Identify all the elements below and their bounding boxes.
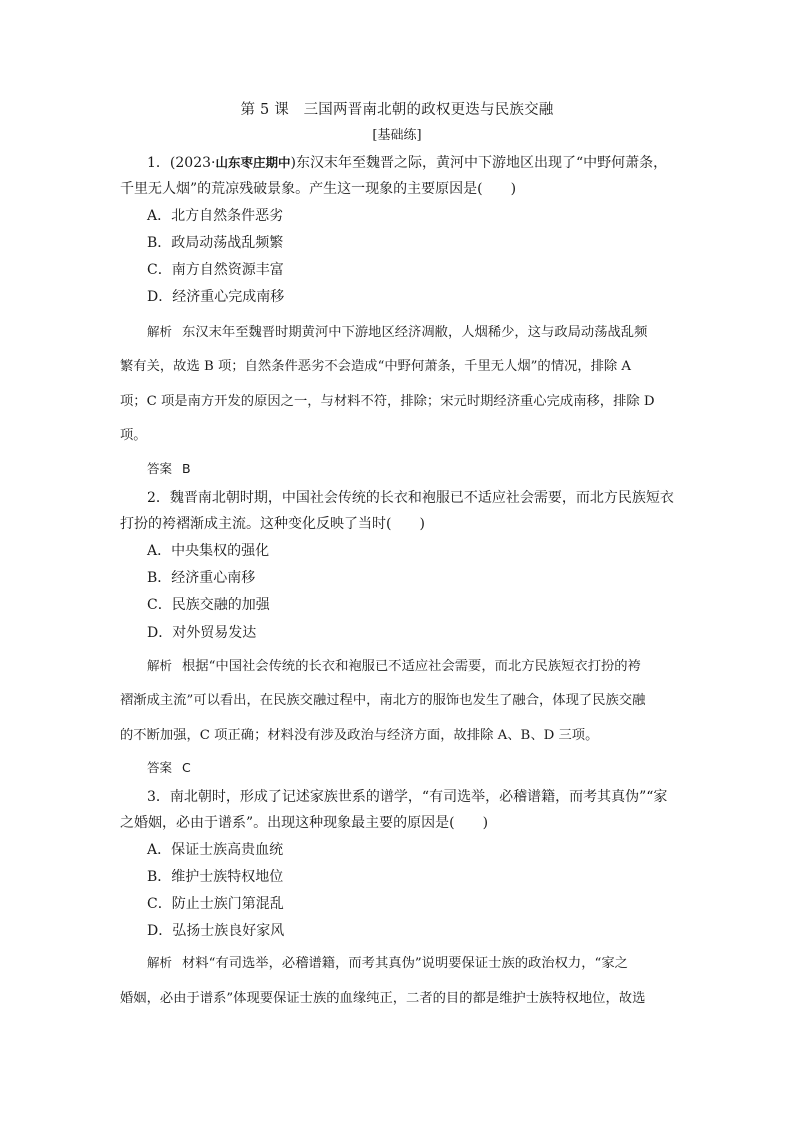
q1-answer	[147, 459, 191, 477]
question-stem: 魏晋南北朝时期，中国社会传统的长衣和袍服已不适应社会需要，而北方民族短衣	[169, 490, 674, 506]
question-source-pre: (2023·	[169, 155, 216, 171]
q2-option-c: C．民族交融的加强	[147, 597, 270, 613]
question-2-stem-line-2: 打扮的袴褶渐成主流。这种变化反映了当时( )	[120, 516, 425, 532]
q3-option-d: D．弘扬士族良好家风	[147, 923, 285, 939]
q2-option-a: A．中央集权的强化	[147, 543, 270, 559]
question-2-stem-line-1	[147, 487, 674, 507]
q1-option-c: C．南方自然资源丰富	[147, 262, 284, 278]
q2-analysis-line-3: 的不断加强，C 项正确；材料没有涉及政治与经济方面，故排除 A、B、D 三项。	[120, 728, 599, 743]
question-number: 1．	[147, 155, 170, 171]
question-stem: 南北朝时，形成了记述家族世系的谱学，“有司选举，必稽谱籍，而考其真伪”“家	[169, 789, 668, 805]
question-1-stem-line-1	[147, 152, 667, 172]
q1-analysis-line-3: 项；C 项是南方开发的原因之一，与材料不符，排除；宋元时期经济重心完成南移，排除 D	[120, 394, 655, 409]
question-number: 3．	[147, 789, 170, 805]
question-number: 2．	[147, 490, 170, 506]
question-3-stem-line-2: 之婚姻，必由于谱系”。出现这种现象最主要的原因是( )	[120, 815, 489, 831]
analysis-tag: 解析	[147, 658, 173, 673]
q2-option-b: B．经济重心南移	[147, 570, 256, 586]
q1-analysis-line-2: 繁有关，故选 B 项；自然条件恶劣不会造成“中野何萧条，千里无人烟”的情况，排除 A	[120, 359, 632, 374]
answer-value: C	[182, 760, 191, 775]
answer-tag: 答案	[147, 461, 173, 476]
lesson-title: 第 5 课 三国两晋南北朝的政权更迭与民族交融	[240, 102, 554, 118]
answer-value: B	[182, 461, 191, 476]
q1-analysis-line-1: 解析 东汉末年至魏晋时期黄河中下游地区经济凋敝，人烟稀少，这与政局动荡战乱频	[147, 324, 648, 340]
question-1-stem-line-2: 千里无人烟”的荒凉残破景象。产生这一现象的主要原因是( )	[120, 181, 517, 197]
question-source: 山东枣庄期中	[215, 155, 291, 170]
section-label: [基础练]	[372, 128, 422, 143]
q1-option-d: D．经济重心完成南移	[147, 289, 285, 305]
q2-analysis-line-1: 解析 根据“中国社会传统的长衣和袍服已不适应社会需要，而北方民族短衣打扮的袴	[147, 658, 641, 674]
q2-option-d: D．对外贸易发达	[147, 625, 257, 641]
q3-option-b: B．维护士族特权地位	[147, 869, 284, 885]
q2-answer	[147, 758, 191, 776]
question-source-post: )	[290, 155, 296, 171]
q3-analysis-line-2: 婚姻，必由于谱系”体现要保证士族的血缘纯正，二者的目的都是维护士族特权地位，故选	[120, 991, 646, 1006]
q3-analysis-line-1: 解析 材料“有司选举，必稽谱籍，而考其真伪”说明要保证士族的政治权力，“家之	[147, 955, 628, 971]
q3-option-a: A．保证士族高贵血统	[147, 842, 284, 858]
question-3-stem-line-1	[147, 786, 667, 806]
q3-option-c: C．防止士族门第混乱	[147, 896, 284, 912]
answer-tag: 答案	[147, 760, 173, 775]
q2-analysis-line-2: 褶渐成主流”可以看出，在民族交融过程中，南北方的服饰也发生了融合，体现了民族交融	[120, 693, 646, 708]
q1-option-b: B．政局动荡战乱频繁	[147, 235, 284, 251]
q1-option-a: A．北方自然条件恶劣	[147, 208, 284, 224]
q1-analysis-line-4: 项。	[120, 428, 147, 443]
analysis-tag: 解析	[147, 324, 173, 339]
question-stem: 东汉末年至魏晋之际，黄河中下游地区出现了“中野何萧条，	[295, 155, 668, 171]
analysis-tag: 解析	[147, 955, 173, 970]
